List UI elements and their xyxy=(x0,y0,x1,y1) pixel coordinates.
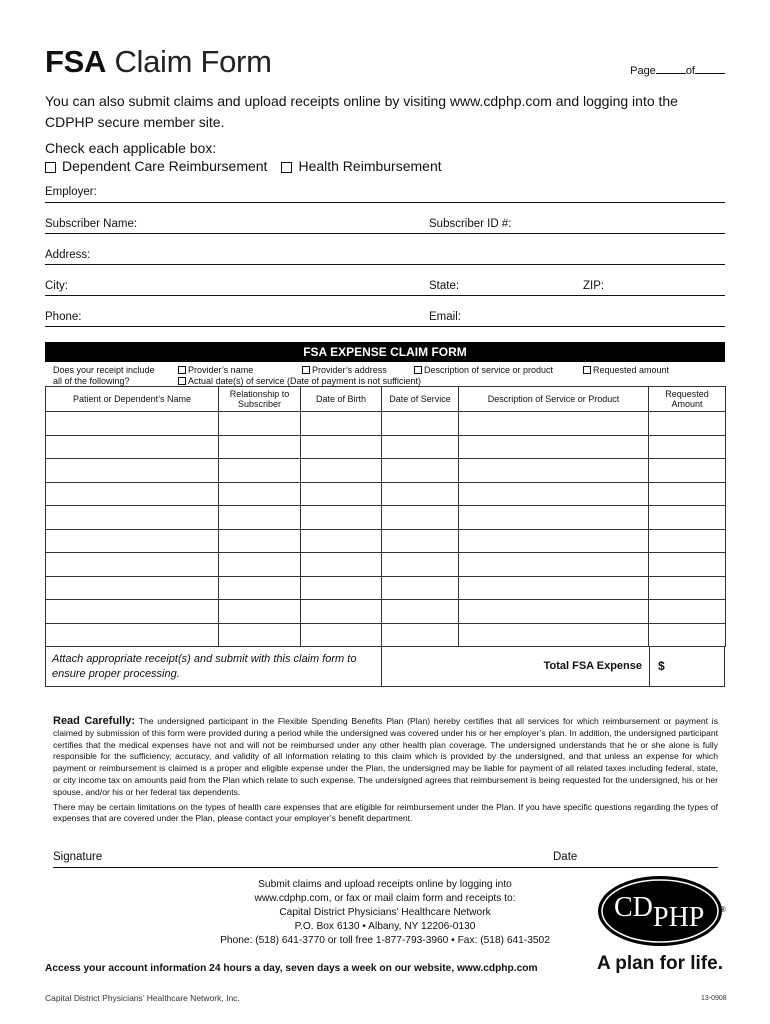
expense-cell[interactable] xyxy=(649,506,726,530)
expense-cell[interactable] xyxy=(46,435,219,459)
receipt-option-label: Requested amount xyxy=(593,365,670,375)
expense-cell[interactable] xyxy=(382,412,459,436)
expense-cell[interactable] xyxy=(46,529,219,553)
expense-cell[interactable] xyxy=(382,623,459,647)
form-code: 13-0908 xyxy=(701,995,727,1002)
receipt-option-description[interactable] xyxy=(414,365,553,376)
col-description: Description of Service or Product xyxy=(459,387,649,412)
submit-line: Submit claims and upload receipts online by logging into xyxy=(258,879,512,890)
expense-row xyxy=(46,576,726,600)
address-label: Address: xyxy=(45,249,91,261)
phone-label: Phone: xyxy=(45,311,82,323)
col-relationship: Relationship to Subscriber xyxy=(219,387,301,412)
checkbox-icon[interactable] xyxy=(281,162,292,173)
expense-cell[interactable] xyxy=(649,600,726,624)
expense-cell[interactable] xyxy=(459,459,649,483)
expense-cell[interactable] xyxy=(219,459,301,483)
expense-cell[interactable] xyxy=(219,482,301,506)
expense-cell[interactable] xyxy=(219,412,301,436)
expense-cell[interactable] xyxy=(46,600,219,624)
phone-email-field[interactable] xyxy=(45,326,725,327)
expense-cell[interactable] xyxy=(46,553,219,577)
expense-cell[interactable] xyxy=(46,506,219,530)
expense-cell[interactable] xyxy=(459,623,649,647)
expense-cell[interactable] xyxy=(219,553,301,577)
page-number-blank[interactable] xyxy=(656,64,686,74)
expense-cell[interactable] xyxy=(459,506,649,530)
employer-label: Employer: xyxy=(45,186,97,198)
read-carefully-section xyxy=(53,716,718,825)
company-name: Capital District Physicians’ Healthcare Network, Inc. xyxy=(45,993,240,1003)
state-label: State: xyxy=(429,280,460,292)
expense-cell[interactable] xyxy=(219,529,301,553)
expense-cell[interactable] xyxy=(382,529,459,553)
zip-label: ZIP: xyxy=(583,280,605,292)
expense-row xyxy=(46,435,726,459)
expense-cell[interactable] xyxy=(382,506,459,530)
expense-cell[interactable] xyxy=(46,412,219,436)
expense-row xyxy=(46,482,726,506)
registered-mark: ® xyxy=(720,905,726,914)
limitations-paragraph: There may be certain limitations on the types of health care expenses that are eligible for reimbursement under the Plan. If you have specific questions regarding the types of expenses that are covered under the Plan, please contact your employer’s benefit department. xyxy=(53,801,718,824)
expense-cell[interactable] xyxy=(459,435,649,459)
address-field[interactable] xyxy=(45,264,725,265)
access-info: Access your account information 24 hours a day, seven days a week on our website, www.cdphp.com xyxy=(45,963,538,974)
receipt-option-amount[interactable] xyxy=(583,365,669,376)
tagline: A plan for life. xyxy=(597,953,723,974)
logo-text-top: CD xyxy=(614,892,653,923)
signature-field[interactable] xyxy=(53,867,718,868)
total-expense-label: Total FSA Expense xyxy=(382,647,650,686)
certification-paragraph xyxy=(53,716,718,799)
expense-header-row xyxy=(46,387,726,412)
checkbox-row xyxy=(45,158,442,174)
expense-cell[interactable] xyxy=(301,576,382,600)
expense-cell[interactable] xyxy=(219,506,301,530)
expense-cell[interactable] xyxy=(219,600,301,624)
expense-cell[interactable] xyxy=(301,482,382,506)
title-rest: Claim Form xyxy=(114,44,272,79)
expense-cell[interactable] xyxy=(46,576,219,600)
expense-row xyxy=(46,459,726,483)
submit-line: P.O. Box 6130 • Albany, NY 12206-0130 xyxy=(294,921,476,932)
receipt-question-line1: Does your receipt include xyxy=(53,365,155,375)
submit-line: Phone: (518) 641-3770 or toll free 1-877-793-3960 • Fax: (518) 641-3502 xyxy=(220,935,550,946)
expense-grid xyxy=(45,386,726,647)
expense-cell[interactable] xyxy=(46,459,219,483)
checkbox-icon[interactable] xyxy=(45,162,56,173)
expense-cell[interactable] xyxy=(459,553,649,577)
expense-cell[interactable] xyxy=(301,459,382,483)
subscriber-name-label: Subscriber Name: xyxy=(45,218,138,230)
form-title xyxy=(45,44,272,80)
expense-cell[interactable] xyxy=(382,553,459,577)
col-date-of-birth: Date of Birth xyxy=(301,387,382,412)
expense-cell[interactable] xyxy=(382,600,459,624)
checkbox-label: Health Reimbursement xyxy=(298,158,442,174)
expense-row xyxy=(46,412,726,436)
title-bold: FSA xyxy=(45,44,107,79)
expense-cell[interactable] xyxy=(649,576,726,600)
receipt-option-dates[interactable] xyxy=(178,376,421,387)
expense-table-title: FSA EXPENSE CLAIM FORM xyxy=(45,342,725,362)
expense-cell[interactable] xyxy=(649,623,726,647)
expense-cell[interactable] xyxy=(649,412,726,436)
expense-total-row xyxy=(45,647,725,687)
expense-cell[interactable] xyxy=(459,600,649,624)
receipt-checklist xyxy=(45,362,725,386)
expense-cell[interactable] xyxy=(649,459,726,483)
expense-row xyxy=(46,553,726,577)
city-state-zip-field[interactable] xyxy=(45,295,725,296)
receipt-option-provider-name[interactable] xyxy=(178,365,253,376)
expense-cell[interactable] xyxy=(649,529,726,553)
receipt-question-line2: all of the following? xyxy=(53,376,130,386)
cdphp-logo xyxy=(596,874,730,950)
signature-label: Signature xyxy=(53,851,103,863)
expense-cell[interactable] xyxy=(219,623,301,647)
expense-cell[interactable] xyxy=(301,623,382,647)
expense-claim-table xyxy=(45,342,725,687)
read-carefully-heading: Read Carefully: xyxy=(53,715,136,727)
expense-cell[interactable] xyxy=(301,529,382,553)
checkbox-icon[interactable] xyxy=(583,366,591,374)
page-label: Page xyxy=(630,65,656,77)
checkbox-icon[interactable] xyxy=(302,366,310,374)
currency-symbol: $ xyxy=(658,659,665,673)
receipt-option-label: Actual date(s) of service (Date of payment is not sufficient) xyxy=(188,376,421,386)
logo-text-bottom: PHP xyxy=(653,902,705,933)
receipt-question xyxy=(53,365,155,387)
expense-cell[interactable] xyxy=(301,435,382,459)
checkbox-icon[interactable] xyxy=(178,366,186,374)
col-requested-amount: Requested Amount xyxy=(649,387,726,412)
checkbox-icon[interactable] xyxy=(414,366,422,374)
expense-cell[interactable] xyxy=(46,482,219,506)
total-expense-field[interactable] xyxy=(650,647,724,686)
col-date-of-service: Date of Service xyxy=(382,387,459,412)
submit-line: www.cdphp.com, or fax or mail claim form and receipts to: xyxy=(254,893,516,904)
intro-text: You can also submit claims and upload receipts online by visiting www.cdphp.com and logging into the CDPHP secure member site. xyxy=(45,93,678,130)
certification-text: The undersigned participant in the Flexible Spending Benefits Plan (Plan) hereby certifies that all services for which reimbursement or payment is claimed by submission of this form were provided during a period while the undersigned was covered under his or her employer’s plan. In addition, the undersigned participant certifies that the medical expenses have not and will not be reimbursed under any other health plan coverage. The undersigned understands that he or she alone is fully responsible for the sufficiency, accuracy, and validity of all information relating to this claim which is provided by the undersigned, and that unless an expense for which payment or reimbursement is claimed is a proper and eligible expense under the Plan, the undersigned may be liable for payment of all related taxes including federal, state, or city income tax on amounts paid from the Plan which relate to such expense. The undersigned agrees that reimbursement is being requested for the undersigned, his or her spouse, and/or his or her federal tax dependents. xyxy=(53,716,718,797)
expense-cell[interactable] xyxy=(382,576,459,600)
page-total-blank[interactable] xyxy=(695,64,725,74)
expense-cell[interactable] xyxy=(649,482,726,506)
submit-line: Capital District Physicians’ Healthcare Network xyxy=(279,907,491,918)
expense-cell[interactable] xyxy=(46,623,219,647)
expense-row xyxy=(46,529,726,553)
date-label: Date xyxy=(553,851,578,863)
dependent-care-checkbox[interactable] xyxy=(45,158,267,174)
col-patient-name: Patient or Dependent’s Name xyxy=(46,387,219,412)
of-label: of xyxy=(685,65,695,77)
receipt-option-label: Provider’s name xyxy=(188,365,254,375)
expense-row xyxy=(46,506,726,530)
subscriber-field[interactable] xyxy=(45,233,725,234)
health-reimbursement-checkbox[interactable] xyxy=(281,158,441,174)
expense-cell[interactable] xyxy=(301,506,382,530)
expense-row xyxy=(46,600,726,624)
expense-row xyxy=(46,623,726,647)
receipt-option-label: Description of service or product xyxy=(424,365,554,375)
subscriber-id-label: Subscriber ID #: xyxy=(429,218,512,230)
expense-body xyxy=(46,412,726,647)
expense-cell[interactable] xyxy=(649,553,726,577)
receipt-option-provider-address[interactable] xyxy=(302,365,387,376)
expense-cell[interactable] xyxy=(301,600,382,624)
submit-instructions xyxy=(180,878,590,948)
employer-field[interactable] xyxy=(45,202,725,203)
checkbox-icon[interactable] xyxy=(178,377,186,385)
email-label: Email: xyxy=(429,311,461,323)
checkbox-label: Dependent Care Reimbursement xyxy=(62,158,268,174)
expense-cell[interactable] xyxy=(219,435,301,459)
expense-cell[interactable] xyxy=(382,435,459,459)
expense-cell[interactable] xyxy=(219,576,301,600)
expense-cell[interactable] xyxy=(649,435,726,459)
expense-cell[interactable] xyxy=(382,482,459,506)
expense-cell[interactable] xyxy=(382,459,459,483)
page-counter xyxy=(630,64,725,77)
expense-cell[interactable] xyxy=(459,529,649,553)
receipt-option-label: Provider’s address xyxy=(312,365,387,375)
city-label: City: xyxy=(45,280,68,292)
expense-cell[interactable] xyxy=(301,412,382,436)
expense-cell[interactable] xyxy=(459,482,649,506)
attach-receipts-note: Attach appropriate receipt(s) and submit with this claim form to ensure proper processing. xyxy=(46,647,382,686)
expense-cell[interactable] xyxy=(301,553,382,577)
expense-cell[interactable] xyxy=(459,576,649,600)
checkbox-title: Check each applicable box: xyxy=(45,140,217,156)
expense-cell[interactable] xyxy=(459,412,649,436)
